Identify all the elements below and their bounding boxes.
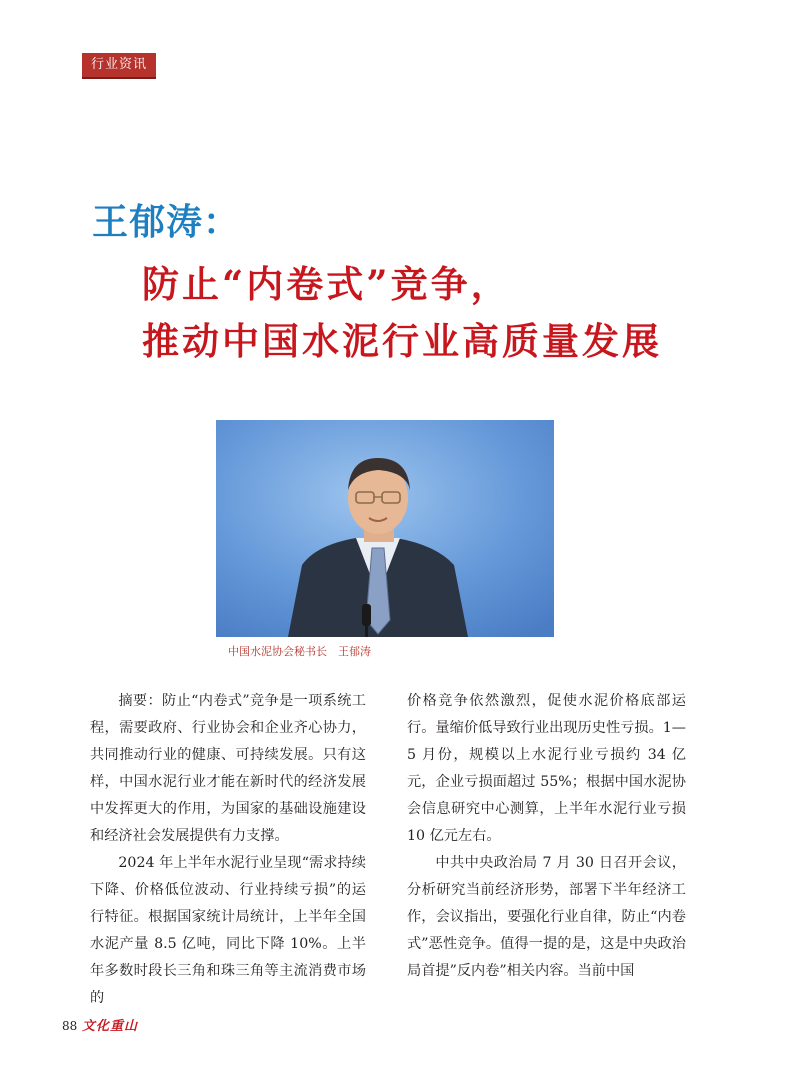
journal-logo: 文化重山 [82, 1019, 139, 1034]
section-tag: 行业资讯 [82, 53, 156, 77]
body-paragraph: 中共中央政治局 7 月 30 日召开会议，分析研究当前经济形势，部署下半年经济工作，会议指出，要强化行业自律，防止“内卷式”恶性竞争。值得一提的是，这是中央政治局首提”反内卷”相关内容。当前中国 [407, 855, 686, 979]
speaker-illustration [216, 420, 554, 637]
article-column-right [407, 688, 686, 985]
page-number: 88 [62, 1019, 78, 1033]
section-tag-underline [82, 77, 156, 79]
article-headline-line-1: 防止“内卷式”竞争， [142, 262, 511, 306]
abstract-paragraph: 摘要：防止“内卷式”竞争是一项系统工程，需要政府、行业协会和企业齐心协力，共同推动行业的健康、可持续发展。只有这样，中国水泥行业才能在新时代的经济发展中发挥更大的作用，为国家的基础设施建设和经济社会发展提供有力支撑。 [90, 693, 366, 844]
speaker-photo [216, 420, 554, 637]
body-paragraph: 2024 年上半年水泥行业呈现“需求持续下降、价格低位波动、行业持续亏损”的运行特征。根据国家统计局统计，上半年全国水泥产量 8.5 亿吨，同比下降 10%。上半年多数时段长三角和珠三角等主流消费市场的 [90, 855, 366, 1006]
photo-caption: 中国水泥协会秘书长 王郁涛 [228, 645, 371, 658]
article-headline-line-2: 推动中国水泥行业高质量发展 [142, 319, 662, 363]
article-person-name: 王郁涛： [92, 202, 241, 243]
article-column-left [90, 688, 366, 1012]
body-paragraph-continued: 价格竞争依然激烈，促使水泥价格底部运行。量缩价低导致行业出现历史性亏损。1—5 月份，规模以上水泥行业亏损约 34 亿元，企业亏损面超过 55%；根据中国水泥协会信息研究中心测算，上半年水泥行业亏损 10 亿元左右。 [407, 693, 686, 844]
